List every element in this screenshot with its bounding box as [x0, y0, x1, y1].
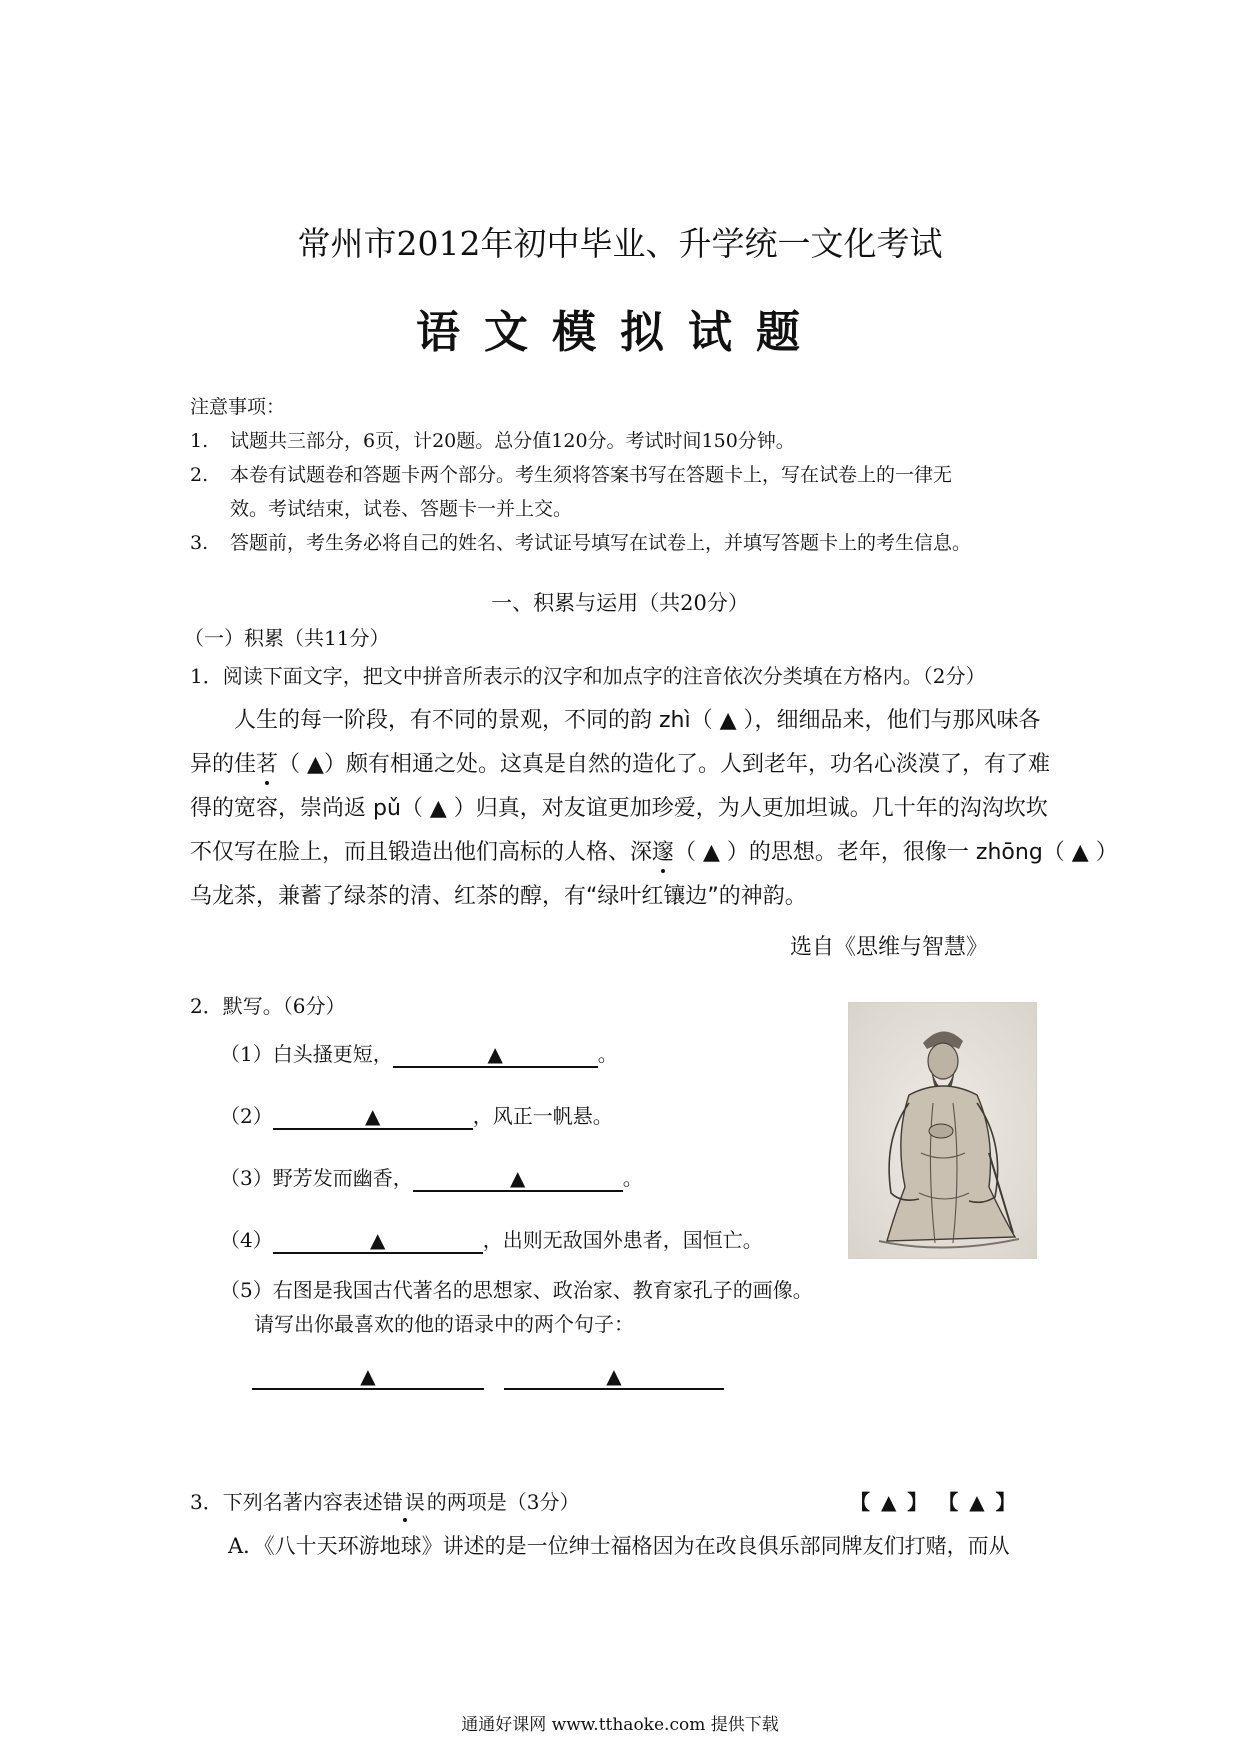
notice-item-2 — [190, 460, 952, 487]
q1-passage-line — [190, 835, 1118, 866]
q2-item-5-blanks — [252, 1364, 724, 1390]
notice-item-num: 3. — [190, 532, 209, 554]
q3-answer-box[interactable]: 【 ▲ 】 【 ▲ 】 — [850, 1490, 1018, 1514]
item-num: （1） — [220, 1042, 273, 1066]
notice-item-1 — [190, 426, 795, 453]
subsection-title: （一）积累（共11分） — [184, 626, 390, 650]
dotted-char: 邃 — [652, 840, 675, 865]
notice-item-num: 1. — [190, 430, 209, 452]
item-text: 。 — [622, 1166, 643, 1190]
notice-item-text: 试题共三部分，6页，计20题。总分值120分。考试时间150分钟。 — [230, 430, 795, 452]
q3-option-a: A．《八十天环游地球》讲述的是一位绅士福格因为在改良俱乐部同牌友们打赌，而从 — [228, 1534, 1010, 1558]
answer-blank[interactable]: ▲ — [413, 1166, 623, 1192]
text-run: （ ▲）颇有相通之处。这真是自然的造化了。人到老年，功名心淡漠了，有了难 — [278, 752, 1050, 777]
notice-item-2-cont: 效。考试结束，试卷、答题卡一并上交。 — [230, 498, 573, 520]
answer-blank[interactable]: ▲ — [504, 1364, 724, 1390]
q2-stem: 2．默写。（6分） — [190, 994, 346, 1018]
notice-item-num: 2. — [190, 464, 209, 486]
exam-title: 常州市2012年初中毕业、升学统一文化考试 — [297, 224, 943, 263]
section-title: 一、积累与运用（共20分） — [491, 591, 749, 615]
q2-item-2 — [220, 1100, 613, 1130]
q2-item-5-line2: 请写出你最喜欢的他的语录中的两个句子： — [254, 1312, 634, 1336]
dotted-char: 错误 — [382, 1490, 427, 1514]
q2-item-1 — [220, 1038, 618, 1068]
item-num: （3） — [220, 1166, 273, 1190]
notice-item-text: 本卷有试题卷和答题卡两个部分。考生须将答案书写在答题卡上，写在试卷上的一律无 — [230, 464, 953, 486]
text-run: 不仅写在脸上，而且锻造出他们高标的人格、深 — [190, 840, 653, 865]
item-text: 白头搔更短， — [272, 1042, 393, 1066]
q1-stem: 1．阅读下面文字，把文中拼音所表示的汉字和加点字的注音依次分类填在方格内。（2分） — [190, 664, 986, 688]
q1-passage-line: 乌龙茶，兼蓄了绿茶的清、红茶的醇，有“绿叶红镶边”的神韵。 — [190, 884, 807, 909]
answer-blank[interactable]: ▲ — [393, 1042, 598, 1068]
q3-stem — [190, 1486, 579, 1515]
q1-source: 选自《思维与智慧》 — [790, 935, 989, 960]
q1-passage-line: 人生的每一阶段，有不同的景观，不同的韵 zhì（ ▲ ），细细品来，他们与那风味各 — [190, 708, 1041, 733]
answer-blank[interactable]: ▲ — [273, 1228, 483, 1254]
notice-item-text: 答题前，考生务必将自己的姓名、考试证号填写在试卷上，并填写答题卡上的考生信息。 — [230, 532, 972, 554]
q2-item-3 — [220, 1162, 643, 1192]
q1-passage-line — [190, 747, 1050, 778]
answer-blank[interactable]: ▲ — [273, 1104, 473, 1130]
item-num: （2） — [220, 1104, 273, 1128]
confucius-portrait — [848, 1002, 1037, 1259]
text-run: 异的佳 — [190, 752, 257, 777]
q2-item-5-line1: （5）右图是我国古代著名的思想家、政治家、教育家孔子的画像。 — [220, 1278, 813, 1302]
paper-title: 语文模拟试题 — [416, 307, 824, 358]
q1-passage-line: 得的宽容，崇尚返 pǔ（ ▲ ）归真，对友谊更加珍爱，为人更加坦诚。几十年的沟沟坎坎 — [190, 796, 1048, 821]
footer-credit: 通通好课网 www.tthaoke.com 提供下载 — [461, 1715, 779, 1735]
item-text: 。 — [597, 1042, 618, 1066]
answer-blank[interactable]: ▲ — [252, 1364, 484, 1390]
notice-heading: 注意事项： — [190, 396, 286, 418]
item-text: ，风正一帆悬。 — [472, 1104, 613, 1128]
text-run: （ ▲ ）的思想。老年，很像一 zhōng（ ▲ ） — [674, 840, 1118, 865]
item-num: （4） — [220, 1228, 273, 1252]
text-run: 3．下列名著内容表述 — [190, 1490, 383, 1514]
item-text: ，出则无敌国外患者，国恒亡。 — [482, 1228, 763, 1252]
dotted-char: 茗 — [256, 752, 279, 777]
text-run: 的两项是（3分） — [426, 1490, 580, 1514]
item-text: 野芳发而幽香， — [272, 1166, 413, 1190]
notice-item-3 — [190, 528, 971, 555]
q2-item-4 — [220, 1224, 763, 1254]
